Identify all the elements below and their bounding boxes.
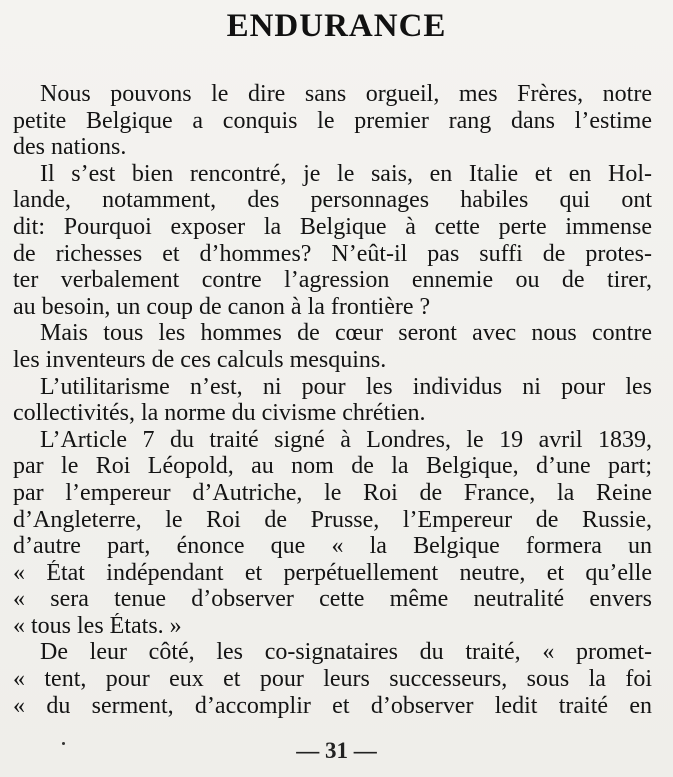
page-number: — 31 — — [296, 738, 377, 763]
text-line: dit: Pourquoi exposer la Belgique à cette perte immense — [13, 213, 652, 240]
text-line: « ⁠État indépendant et perpétuellement neutre, et qu’elle — [13, 559, 652, 586]
text-line: ter verbalement contre l’agression ennemie ou de tirer, — [13, 267, 652, 294]
text-line: d’autre part, énonce que « la Belgique formera un — [13, 533, 652, 560]
text-line: d’Angleterre, le Roi de Prusse, l’Empereur de Russie, — [13, 506, 652, 533]
text-line: collectivités, la norme du civisme chrétien. — [13, 400, 426, 427]
text-line: par l’empereur d’Autriche, le Roi de France, la Reine — [13, 479, 652, 506]
text-line: De leur côté, les co-signataires du traité, « promet- — [40, 639, 652, 666]
text-line: Mais tous les hommes de cœur seront avec nous contre — [40, 320, 652, 347]
text-line: « du serment, d’accomplir et d’observer ledit traité en — [13, 692, 652, 719]
text-line: lande, notamment, des personnages habiles qui ont — [13, 187, 652, 214]
text-line: « sera tenue d’observer cette même neutralité envers — [13, 586, 652, 613]
text-line: par le Roi Léopold, au nom de la Belgique, d’une part; — [13, 453, 652, 480]
text-line: les inventeurs de ces calculs mesquins. — [13, 346, 387, 373]
text-line: « tent, pour eux et pour leurs successeurs, sous la foi — [13, 666, 652, 693]
text-line: de richesses et d’hommes? N’eût-il pas suffi de protes- — [13, 240, 652, 267]
text-line: des nations. — [13, 134, 127, 161]
chapter-title: ENDURANCE — [226, 8, 447, 44]
body-text — [13, 81, 652, 719]
text-line: L’utilitarisme n’est, ni pour les individus ni pour les — [40, 373, 652, 400]
text-line: petite Belgique a conquis le premier rang dans l’estime — [13, 107, 652, 134]
text-line: Il s’est bien rencontré, je le sais, en Italie et en Hol- — [40, 160, 652, 187]
text-line: au besoin, un coup de canon à la frontière ? — [13, 293, 431, 320]
text-line: Nous pouvons le dire sans orgueil, mes Frères, notre — [40, 81, 652, 107]
text-line: L’Article 7 du traité signé à Londres, le 19 avril 1839, — [40, 426, 652, 453]
text-line: « tous les États. » — [13, 612, 182, 639]
